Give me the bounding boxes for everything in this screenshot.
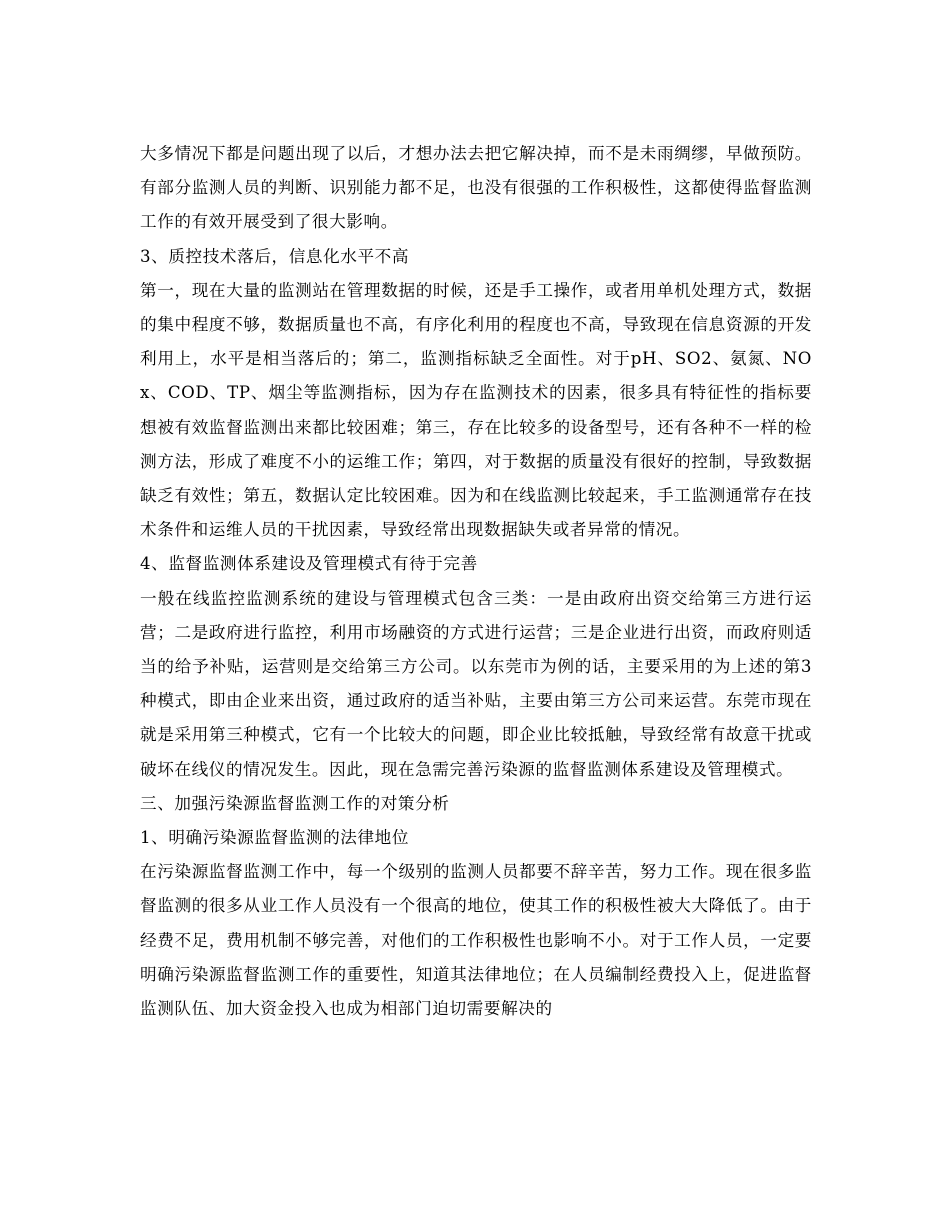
body-paragraph: 第一，现在大量的监测站在管理数据的时候，还是手工操作，或者用单机处理方式，数据的集中程度不够，数据质量也不高，有序化利用的程度也不高，导致现在信息资源的开发利用上，水平是相当落后的；第二，监测指标缺乏全面性。对于pH、SO2、氨氮、NOx、COD、TP、烟尘等监测指标，因为存在监测技术的因素，很多具有特征性的指标要想被有效监督监测出来都比较困难；第三，存在比较多的设备型号，还有各种不一样的检测方法，形成了难度不小的运维工作；第四，对于数据的质量没有很好的控制，导致数据缺乏有效性；第五，数据认定比较困难。因为和在线监测比较起来，手工监测通常存在技术条件和运维人员的干扰因素，导致经常出现数据缺失或者异常的情况。 (140, 280, 812, 540)
document-page (140, 137, 812, 1026)
section-heading: 三、加强污染源监督监测工作的对策分析 (140, 793, 450, 813)
subsection-heading: 4、监督监测体系建设及管理模式有待于完善 (140, 554, 478, 574)
body-paragraph: 在污染源监督监测工作中，每一个级别的监测人员都要不辞辛苦，努力工作。现在很多监督监测的很多从业工作人员没有一个很高的地位，使其工作的积极性被大大降低了。由于经费不足，费用机制不够完善，对他们的工作积极性也影响不小。对于工作人员，一定要明确污染源监督监测工作的重要性，知道其法律地位；在人员编制经费投入上，促进监督监测队伍、加大资金投入也成为相部门迫切需要解决的 (140, 862, 812, 1019)
subsection-heading: 1、明确污染源监督监测的法律地位 (140, 828, 410, 848)
body-paragraph: 大多情况下都是问题出现了以后，才想办法去把它解决掉，而不是未雨绸缪，早做预防。有部分监测人员的判断、识别能力都不足，也没有很强的工作积极性，这都使得监督监测工作的有效开展受到了很大影响。 (140, 144, 812, 232)
body-paragraph: 一般在线监控监测系统的建设与管理模式包含三类：一是由政府出资交给第三方进行运营；二是政府进行监控，利用市场融资的方式进行运营；三是企业进行出资，而政府则适当的给予补贴，运营则是交给第三方公司。以东莞市为例的话，主要采用的为上述的第3种模式，即由企业来出资，通过政府的适当补贴，主要由第三方公司来运营。东莞市现在就是采用第三种模式，它有一个比较大的问题，即企业比较抵触，导致经常有故意干扰或破坏在线仪的情况发生。因此，现在急需完善污染源的监督监测体系建设及管理模式。 (140, 588, 812, 779)
subsection-heading: 3、质控技术落后，信息化水平不高 (140, 246, 410, 266)
